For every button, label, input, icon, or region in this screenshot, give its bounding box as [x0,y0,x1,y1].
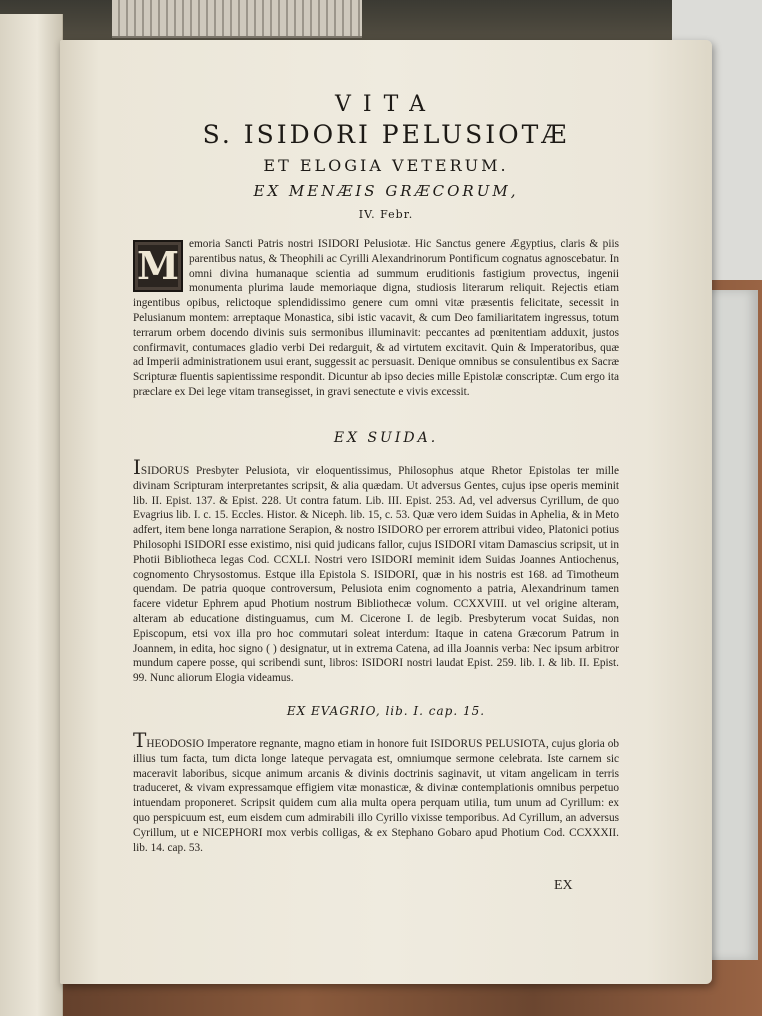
initial-letter: T [133,728,147,752]
decorated-initial: M [133,240,183,292]
section-date: IV. Febr. [358,208,414,221]
title-vita: VITA [335,92,437,117]
paragraph-menaeis [133,237,619,400]
section-heading-evagrio: EX EVAGRIO, lib. I. cap. 15. [286,704,486,718]
title-subtitle: ET ELOGIA VETERUM. [263,156,509,175]
title-main: S. ISIDORI PELUSIOTÆ [202,120,570,149]
paragraph-text: HEODOSIO Imperatore regnante, magno etiam in honore fuit ISIDORUS PELUSIOTA, cujus gloria ob illius tum facta, tum dicta longe lateque pervagata est, omniumque sermone celebrata. Iste carnem sic maceravit laboribus, sicque animum arcanis & divinis doctrinis saginavit, ut vitam angelicam in terris traduceret, & vivam expressamque effigiem vitæ monasticæ, & divinæ contemplationis omnibus perpetuo intuendam proponeret. Scripsit quidem cum alia multa opera perquam utilia, tum unum ad Cyrillum: ex quo perspicuum est, eum eisdem cum admirabili illo Cyrillo vixisse temporibus. Ad Cyrillum, an adversus Cyrillum, ut e NICEPHORI mox verbis colligas, & ex Stephano Gobaro apud Photium Cod. CCXXXII. lib. 14. cap. 53. [133,738,619,854]
book-page [60,40,712,984]
paragraph-text: SIDORUS Presbyter Pelusiota, vir eloquentissimus, Philosophus atque Rhetor Epistolas ter mille divinam Scripturam interpretantes scripsit, & alia quædam. Ut adversus Gentes, cujus ipse operis meminit lib. II. Epist. 137. & Epist. 228. Ut contra fatum. Lib. III. Epist. 253. Ad, vel adversus Cyrillum, de quo Evagrius lib. I. c. 15. Eccles. Histor. & Niceph. lib. 15, c. 53. Quæ vero idem Suidas in Aphelia, & in Meto adfert, item bene longa narratione Serapion, & nostro ISIDORO per errorem attribui video, Platonici potius Philosophi ISIDORI esse existimo, nisi quid judicans fallor, cujus ISIDORI vitam Damascius scripsit, ut in Photii Bibliotheca legas Cod. CCXLI. Nostri vero ISIDORI meminit idem Suidas Joannes Antiochenus, cognomento Chrysostomus. Estque illa Epistola S. ISIDORI, quæ in his nostris est 168. ad Timotheum quendam. De patria quoque controversum, Pelusiota enim cognomento a patria, Alexandrinum tamen facere videtur Ephrem apud Photium nostrum Bibliothecæ volum. CCXXVIII. ut vel origine alteram, alteram ab educatione distinguamus, cum M. Cicerone I. de legib. Presbyterum vocat Suidas, non Episcopum, etsi vox illa pro hoc commutari soleat interdum: Itaque in catena Græcorum Patrum in Joannem, in edita, hoc signo ( ) designatur, ut in extrema Catena, ad illa Joannis verba: Nec ipsum arbitror mundum capere posse, qui scribendi sunt, libros: ISIDORI nostri laudat Epist. 259. lib. I. & lib. II. Epist. 99. Nunc aliorum Elogia videamus. [133,465,619,685]
initial-letter: I [133,455,141,479]
catchword: EX [554,878,573,893]
paragraph-text: emoria Sancti Patris nostri ISIDORI Pelusiotæ. Hic Sanctus genere Ægyptius, claris & piis parentibus natus, & Theophili ac Cyrilli Alexandrinorum Pontificum cognatus agnoscebatur. In omni divina humanaque scientia ad summum eruditionis fastigium provectus, ingenii monumenta plurima laude memoriaque digna, studiosis literarum reliquit. Rejectis etiam ingentibus opibus, relictoque splendidissimo genere cum omni vitæ præsentis felicitate, secessit in Pelusianum montem: arreptaque Monastica, sibi istic vacavit, & cum Deo familiaritatem ingressus, totum terrarum orbem docendo divinis suis sermonibus illuminavit: peccantes ad pœnitentiam adduxit, justos confirmavit, contumaces gladio verbi Dei redarguit, & ad virtutem excitavit. Quin & Imperatoribus, quæ ad Imperii administrationem usui erant, suggessit ac persuasit. Denique omnibus se consulentibus ex Sacræ Scripturæ fluentis sapientissime respondit. Dicuntur ab ipso decies mille Epistolæ conscriptæ. Cum ergo ita præclare ex Dei lege vitam transegisset, in gravi senectute e vivis excessit. [133,238,619,398]
section-heading-menaeis: EX MENÆIS GRÆCORUM, [253,182,519,200]
section-heading-suida: EX SUIDA. [333,430,439,446]
paper-stack [112,0,362,38]
left-page-edge [0,14,63,1016]
paragraph-evagrio [133,728,619,855]
paragraph-suida [133,455,619,686]
